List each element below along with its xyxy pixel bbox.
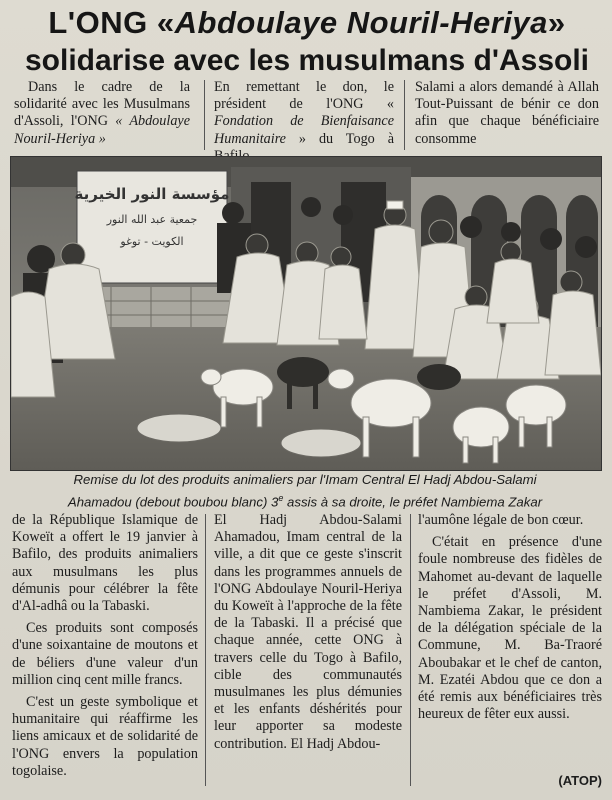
top-col1-org: « Abdoulaye Nouril-Heriya » <box>14 113 191 147</box>
bottom-col2-paragraph-1: El Hadj Abdou-Salami Ahamadou, Imam central de la ville, a dit que ce geste s'inscrit dans les programmes annuels de l'ONG Abdoulaye Nouril-Heriya du Koweït à l'approche de la fête de la Tabaski. Il a précisé que chaque année, cette ONG à travers celle du Togo à Bafilo, cible des communautés musulmanes les plus démunies et les enfants déshérités pour leur apporter sa modeste contribution. El Hadj Abdou- <box>214 512 402 752</box>
headline-org-name: Abdoulaye Nouril-Heriya <box>174 5 548 40</box>
bottom-col1-paragraph-3: C'est un geste symbolique et humanitaire qui réaffirme les liens amicaux et de solidarité de l'ONG envers la population togolaise. <box>12 694 198 779</box>
caption-line-2 <box>10 489 600 511</box>
bottom-col3-paragraph-2: C'était en présence d'une foule nombreuse des fidèles de Mahomet au-devant de laquelle le préfet d'Assoli, M. Nambiema Zakar, le président de la délégation spéciale de la Commune, M. Ba-Traoré Aboubakar et le chef de canton, M. Ezatéi Abdou que ce don a été remis aux bénéficiaires très heureux de fêter eux aussi. <box>418 534 602 723</box>
photo-caption <box>10 471 600 511</box>
headline-suffix: » <box>547 5 566 40</box>
headline <box>10 4 604 80</box>
headline-line-2: solidarise avec les musulmans d'Assoli <box>24 44 590 77</box>
banner-line-3: الكويت - توغو <box>120 235 184 248</box>
top-column-2 <box>214 79 394 165</box>
bottom-col1-paragraph-2: Ces produits sont composés d'une soixantaine de moutons et de béliers d'une valeur d'un million cinq cent mille francs. <box>12 620 198 688</box>
top-col2-text-b: » du Togo à <box>298 130 394 147</box>
top-col2-foundation: Fondation de Bienfaisance Humanitaire <box>214 113 394 147</box>
photo-illustration <box>11 157 601 470</box>
caption-line-2-b: assis à sa droite, le préfet Nambiema Zakar <box>283 494 543 510</box>
headline-line-1 <box>10 4 604 42</box>
source-credit: (ATOP) <box>558 773 602 788</box>
article-photo <box>10 156 602 471</box>
banner-line-1: مؤسسة النور الخيرية <box>74 185 230 203</box>
caption-line-2-a: Ahamadou (debout boubou blanc) 3 <box>67 494 279 510</box>
caption-superscript: e <box>278 493 284 503</box>
bottom-column-2 <box>214 512 402 753</box>
caption-line-1: Remise du lot des produits animaliers par l'Imam Central El Hadj Abdou-Salami <box>73 472 537 487</box>
top-column-1 <box>14 79 190 148</box>
top-column-3 <box>415 79 599 148</box>
bottom-column-3 <box>418 512 602 723</box>
bottom-column-1 <box>12 512 198 780</box>
bottom-col3-paragraph-1: l'aumône légale de bon cœur. <box>418 512 584 528</box>
headline-prefix: L'ONG « <box>48 5 175 40</box>
bottom-col1-paragraph-1: de la République Islamique de Koweït a offert le 19 janvier à Bafilo, des produits animaliers aux musulmans les plus démunis pour célébrer la fête d'Al-adhâ ou la Tabaski. <box>12 512 198 615</box>
banner-line-2: جمعية عبد الله النور <box>106 213 198 226</box>
column-rule <box>404 80 405 150</box>
top-col2-text-a: En remettant le don, le président de l'ONG « <box>214 79 394 113</box>
top-col1-text: Dans le cadre de la solidarité avec les Musulmans d'Assoli, l'ONG <box>14 79 190 130</box>
top-col3-text: Salami a alors demandé à Allah Tout-Puissant de bénir ce don afin que chaque bénéficiaire consomme <box>415 79 599 147</box>
column-rule <box>204 80 205 150</box>
column-rule <box>410 514 411 786</box>
column-rule <box>205 514 206 786</box>
